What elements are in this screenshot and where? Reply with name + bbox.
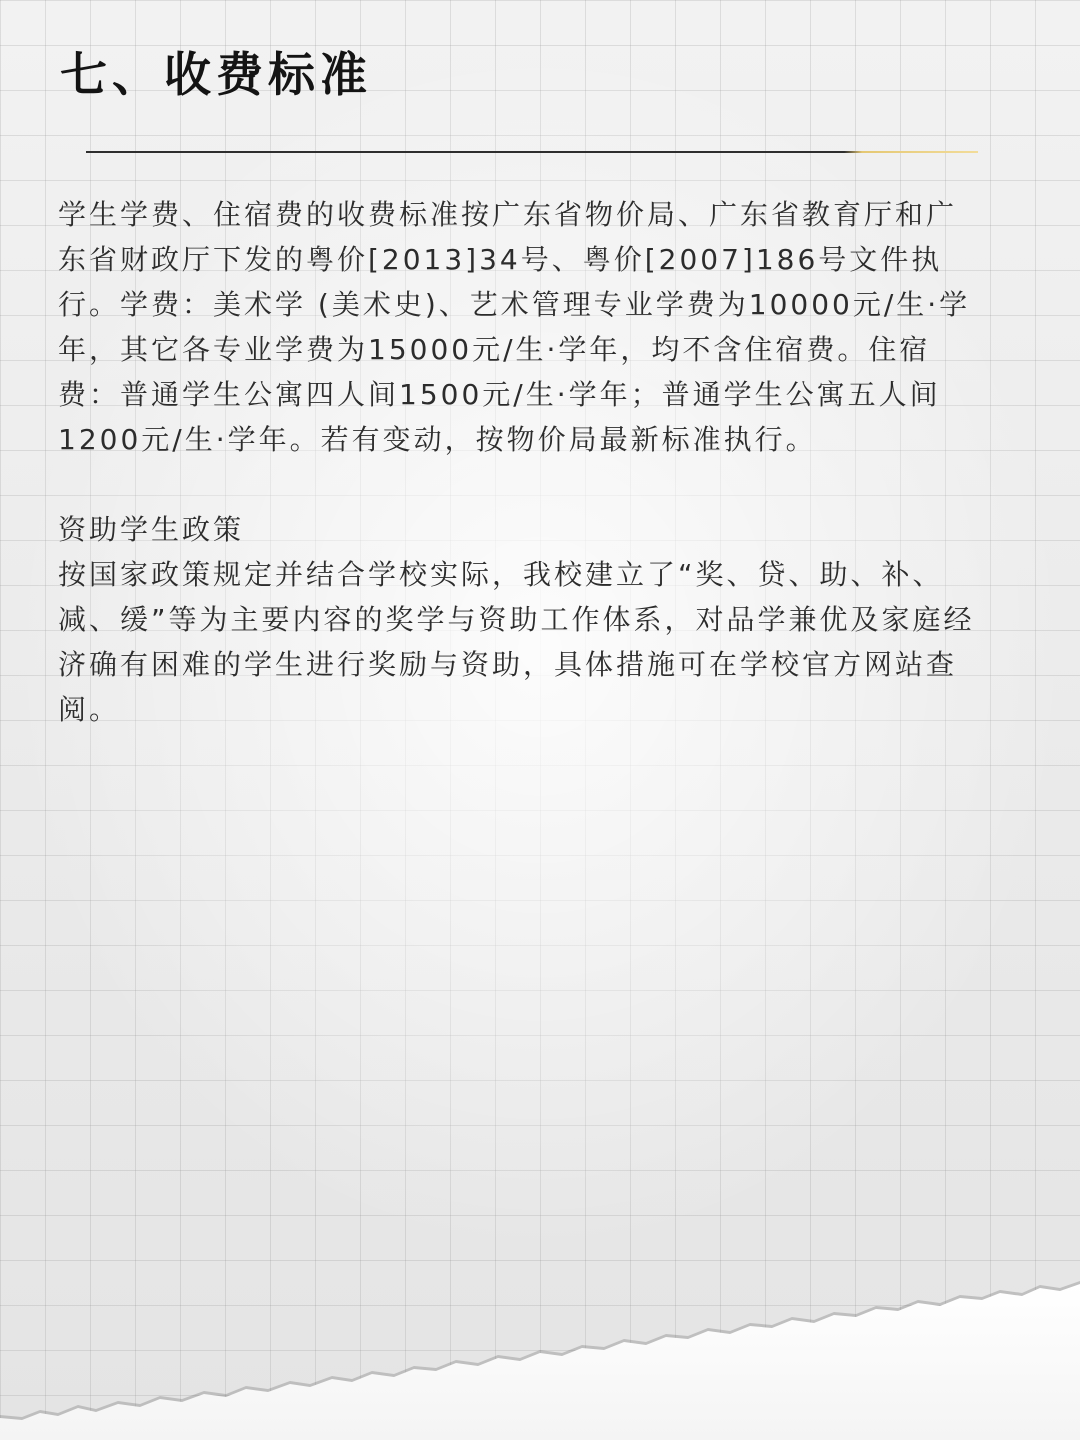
aid-heading: 资助学生政策 xyxy=(58,513,245,546)
content-body xyxy=(58,192,976,732)
title-divider xyxy=(86,151,978,153)
torn-paper-edge xyxy=(0,1250,1080,1440)
page-title: 七、收费标准 xyxy=(60,48,372,103)
aid-paragraph: 按国家政策规定并结合学校实际，我校建立了“奖、贷、助、补、减、缓”等为主要内容的奖学与资助工作体系，对品学兼优及家庭经济确有困难的学生进行奖励与资助，具体措施可在学校官方网站查阅。 xyxy=(58,558,975,726)
fees-paragraph: 学生学费、住宿费的收费标准按广东省物价局、广东省教育厅和广东省财政厅下发的粤价[2013]34号、粤价[2007]186号文件执行。学费：美术学 (美术史)、艺术管理专业学费为10000元/生·学年，其它各专业学费为15000元/生·学年，均不含住宿费。住宿费：普通学生公寓四人间1500元/生·学年；普通学生公寓五人间1200元/生·学年。若有变动，按物价局最新标准执行。 xyxy=(58,198,971,456)
paragraph-spacer xyxy=(58,462,976,507)
